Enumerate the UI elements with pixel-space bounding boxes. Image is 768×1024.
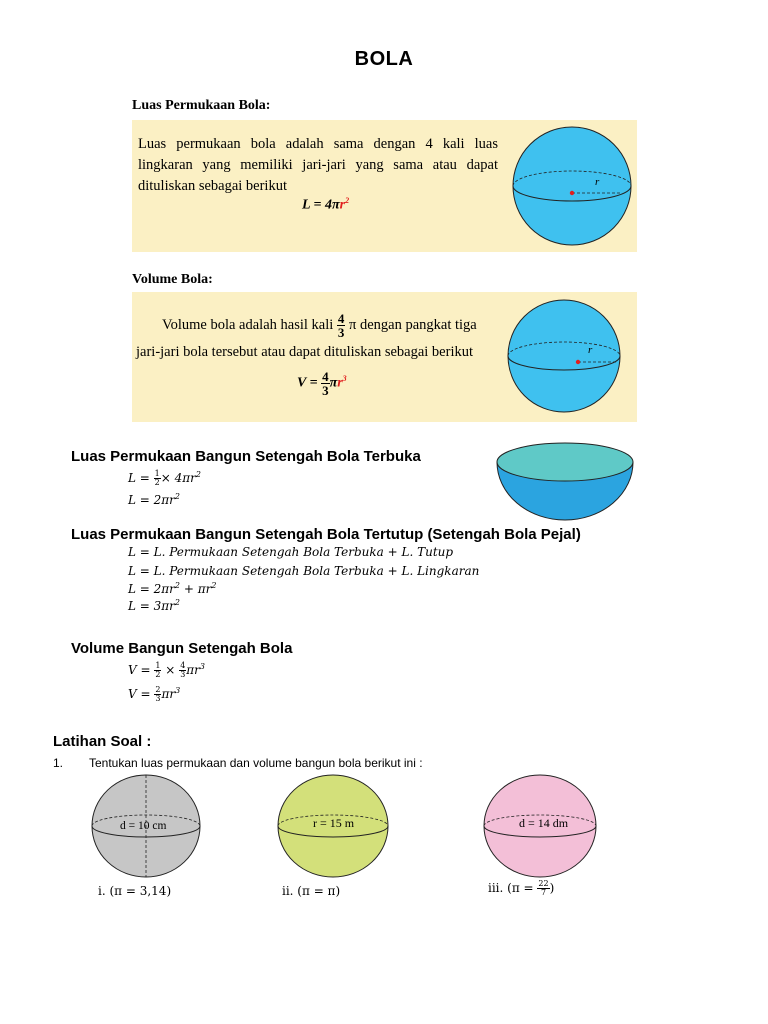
- exercise-question: Tentukan luas permukaan dan volume bangun bola berikut ini :: [89, 756, 423, 770]
- hv-eq1-den2: 3: [180, 670, 186, 679]
- sphere-volume-diagram: [502, 298, 626, 416]
- volume-text-line1: [162, 312, 477, 339]
- sphere-2-caption: ii. (π = π): [282, 884, 341, 898]
- volume-frac-num: 4: [337, 311, 345, 326]
- hv-eq1-den1: 2: [155, 670, 161, 679]
- volume-radius-label: r: [588, 344, 593, 356]
- sphere-1-label: d = 10 cm: [120, 820, 167, 832]
- hv-eq1-exponent: 3: [199, 662, 205, 671]
- hemisphere-volume-heading: Volume Bangun Setengah Bola: [71, 640, 293, 657]
- hv-eq2-rest: πr: [161, 687, 176, 701]
- volume-heading: Volume Bola:: [132, 272, 213, 287]
- open-eq1-lhs: L =: [128, 471, 150, 485]
- closed-eq4-exponent: 2: [174, 598, 181, 607]
- open-hemisphere-eq1: [128, 470, 201, 487]
- sphere-3-label: d = 14 dm: [519, 816, 569, 830]
- volume-formula-frac-num: 4: [322, 369, 329, 384]
- sphere-surface-diagram: [510, 124, 634, 248]
- sphere-3-caption-num: 22: [538, 879, 549, 888]
- volume-text-after: π dengan pangkat tiga: [349, 316, 477, 333]
- open-eq1-den: 2: [154, 478, 160, 487]
- volume-formula-pi: π: [329, 375, 338, 391]
- hv-eq2-exponent: 3: [175, 686, 181, 695]
- closed-eq3-text: L = 2πr: [128, 582, 175, 596]
- hv-eq1-rest: πr: [186, 663, 200, 677]
- hv-eq1-times: ×: [165, 663, 176, 677]
- surface-heading: Luas Permukaan Bola:: [132, 98, 271, 113]
- open-eq1-fraction: [154, 470, 161, 487]
- volume-formula: [297, 370, 347, 397]
- surface-box: [132, 120, 637, 252]
- sphere-3-caption-fraction: [537, 880, 549, 897]
- hv-eq1-lhs: V =: [128, 663, 151, 677]
- hv-eq2-lhs: V =: [128, 687, 151, 701]
- exercise-heading: Latihan Soal :: [53, 733, 152, 750]
- hv-eq1-fraction1: [154, 662, 161, 679]
- sphere-3-caption: [488, 880, 554, 897]
- closed-eq3-exp1: 2: [174, 581, 181, 590]
- volume-text-before: Volume bola adalah hasil kali: [162, 316, 334, 333]
- volume-formula-lhs: V =: [297, 375, 318, 391]
- closed-hemisphere-eq3: [128, 581, 216, 596]
- hemisphere-diagram: [495, 440, 635, 522]
- exercise-number: 1.: [53, 756, 64, 770]
- closed-eq3-mid: + πr: [180, 582, 212, 596]
- sphere-1-caption: i. (π = 3,14): [98, 884, 172, 898]
- closed-hemisphere-eq2: L = L. Permukaan Setengah Bola Terbuka + L. Lingkaran: [128, 564, 480, 578]
- hv-eq1-num1: 1: [155, 661, 161, 670]
- open-eq1-exponent: 2: [195, 470, 201, 479]
- surface-formula: [302, 196, 349, 214]
- open-eq1-num: 1: [154, 469, 160, 478]
- hemisphere-volume-eq1: [128, 662, 205, 679]
- closed-hemisphere-heading: Luas Permukaan Bangun Setengah Bola Tertutup (Setengah Bola Pejal): [71, 526, 581, 543]
- sphere-2-label: r = 15 m: [313, 816, 355, 830]
- volume-text-line2: jari-jari bola tersebut atau dapat dituliskan sebagai berikut: [136, 344, 474, 360]
- open-hemisphere-heading: Luas Permukaan Bangun Setengah Bola Terbuka: [71, 448, 421, 465]
- open-hemisphere-eq2: [128, 492, 180, 507]
- closed-hemisphere-eq1: L = L. Permukaan Setengah Bola Terbuka + L. Tutup: [128, 545, 454, 559]
- open-eq2-text: L = 2πr: [128, 493, 175, 507]
- open-eq2-exponent: 2: [174, 492, 181, 501]
- volume-formula-exponent: 3: [342, 374, 347, 384]
- volume-formula-r: r: [337, 375, 343, 391]
- surface-formula-r: r: [339, 197, 346, 213]
- open-eq1-rest: × 4πr: [160, 471, 196, 485]
- sphere-3-caption-prefix: iii. (π =: [488, 881, 538, 895]
- volume-fraction: [337, 312, 346, 339]
- closed-eq4-text: L = 3πr: [128, 599, 175, 613]
- hv-eq1-num2: 4: [180, 661, 186, 670]
- surface-formula-lhs: L = 4π: [302, 197, 340, 213]
- closed-hemisphere-eq4: [128, 598, 180, 613]
- volume-frac-den: 3: [337, 325, 345, 340]
- volume-box: [132, 292, 637, 422]
- hv-eq2-num: 2: [155, 685, 161, 694]
- surface-text: Luas permukaan bola adalah sama dengan 4 kali luas lingkaran yang memiliki jari-jari yang sama atau dapat dituliskan sebagai berikut: [138, 136, 498, 194]
- sphere-3-caption-den: 7: [540, 888, 547, 897]
- hv-eq2-den: 3: [155, 694, 161, 703]
- sphere-3-caption-suffix: ): [549, 881, 555, 895]
- volume-formula-fraction: [321, 370, 330, 397]
- surface-formula-exponent: 2: [345, 196, 350, 205]
- hemisphere-volume-eq2: [128, 686, 180, 703]
- page-title: BOLA: [354, 48, 414, 70]
- surface-radius-label: r: [595, 176, 600, 188]
- volume-formula-frac-den: 3: [322, 383, 329, 398]
- closed-eq3-exp2: 2: [211, 581, 217, 590]
